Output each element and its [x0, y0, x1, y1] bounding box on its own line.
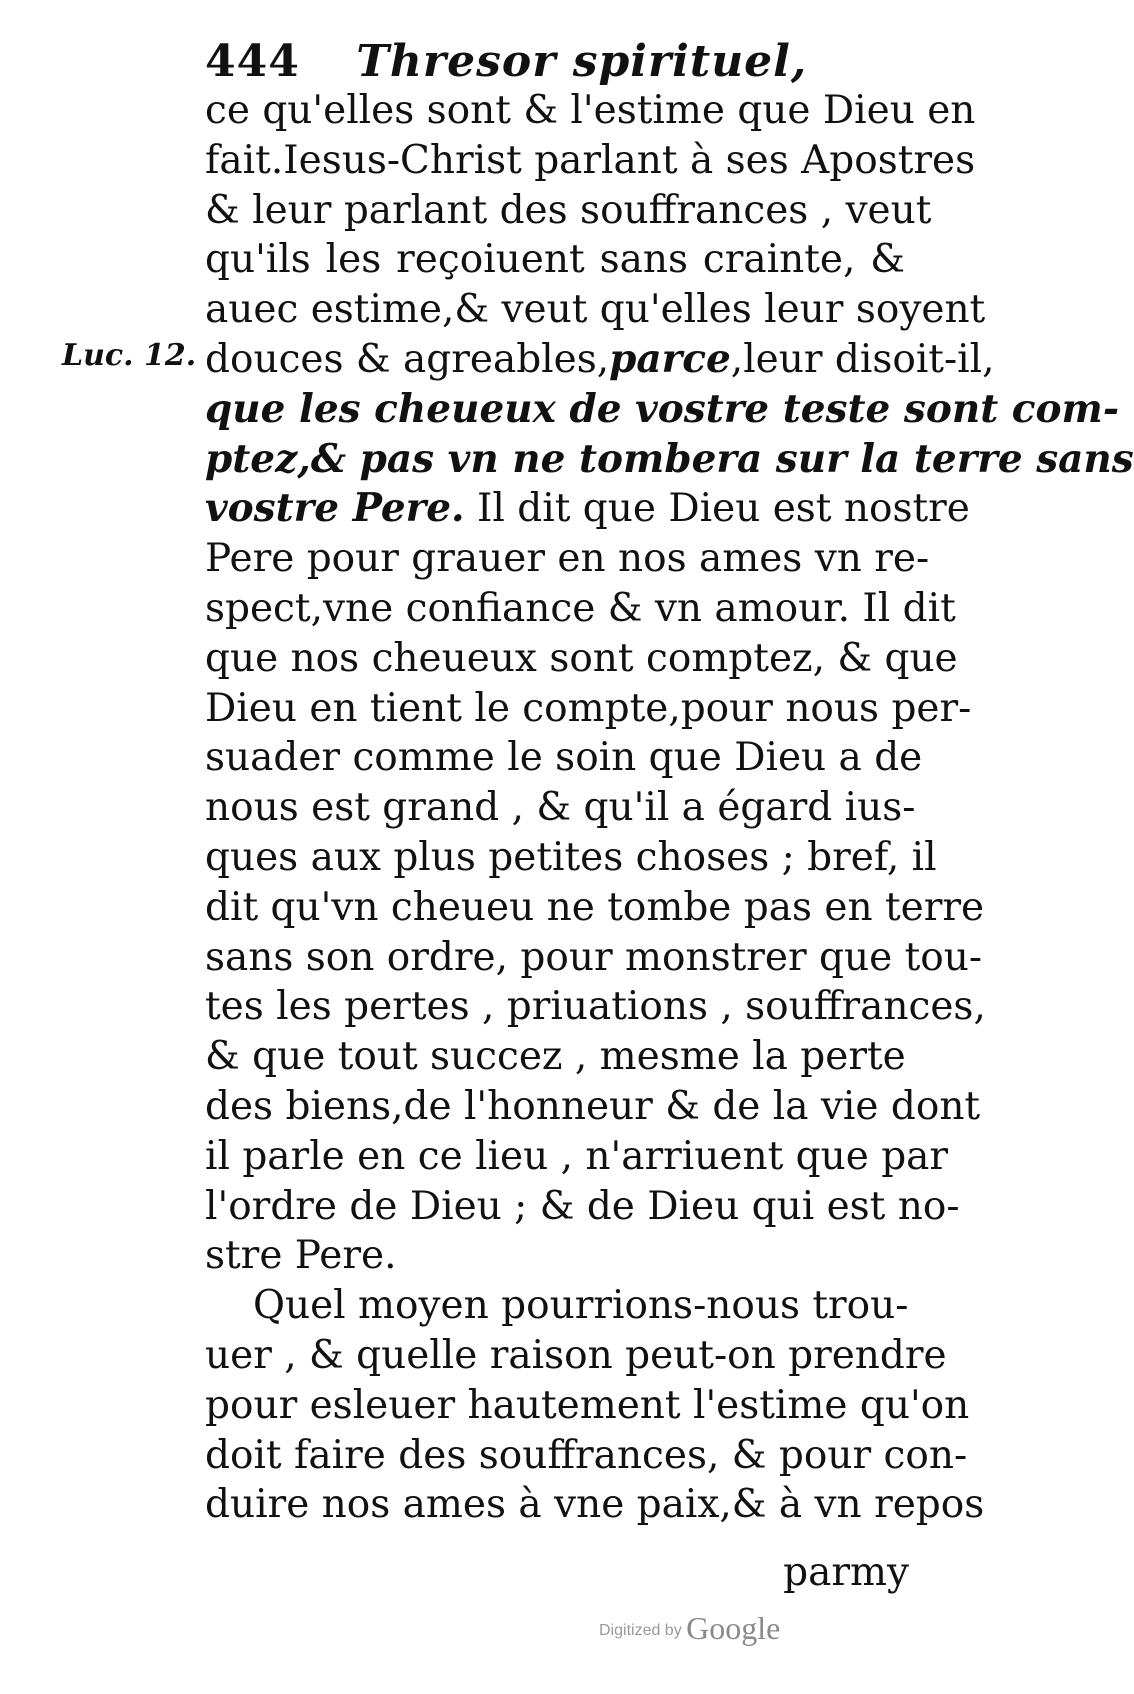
text-segment: fait.Iesus-Christ parlant à ses Apostres	[205, 137, 976, 183]
text-segment: & leur parlant des souffrances , veut	[205, 187, 932, 233]
text-segment: duire nos ames à vne paix,& à vn repos	[205, 1482, 985, 1528]
digitized-by-label: Digitized by	[599, 1622, 682, 1639]
text-line	[205, 883, 985, 933]
body-text	[205, 86, 1134, 1530]
catchword: parmy	[783, 1550, 909, 1595]
text-line	[205, 186, 932, 236]
text-line	[205, 1082, 981, 1132]
text-segment: des biens,de l'honneur & de la vie dont	[205, 1083, 981, 1129]
text-line	[205, 435, 1134, 485]
text-line	[205, 285, 986, 335]
text-line	[205, 1431, 968, 1481]
text-line	[205, 1331, 947, 1381]
running-title: Thresor spirituel,	[356, 36, 808, 87]
italic-segment: ptez,& pas vn ne tombera sur la terre sans	[205, 435, 1134, 482]
text-segment: Pere pour grauer en nos ames vn re-	[205, 536, 930, 582]
text-line	[205, 136, 976, 186]
text-segment: que nos cheueux sont comptez, & que	[205, 635, 958, 681]
text-segment: dit qu'vn cheueu ne tombe pas en terre	[205, 884, 985, 930]
google-logo: Google	[686, 1610, 781, 1646]
text-line	[205, 1132, 949, 1182]
text-segment: douces & agreables,	[205, 336, 610, 382]
text-segment: ce qu'elles sont & l'estime que Dieu en	[205, 88, 976, 133]
text-line	[205, 86, 976, 136]
text-segment: suader comme le soin que Dieu a de	[205, 735, 923, 781]
text-line	[205, 335, 995, 385]
text-segment: stre Pere.	[205, 1233, 397, 1279]
text-segment: Quel moyen pourrions-nous trou-	[253, 1283, 909, 1329]
text-line	[205, 534, 930, 584]
italic-segment: vostre Pere.	[205, 485, 465, 532]
text-line	[205, 1182, 960, 1232]
text-segment: auec estime,& veut qu'elles leur soyent	[205, 287, 986, 333]
text-segment: uer , & quelle raison peut-on prendre	[205, 1332, 947, 1378]
text-line	[205, 733, 923, 783]
text-segment: pour esleuer hautement l'estime qu'on	[205, 1382, 970, 1428]
text-line	[205, 783, 916, 833]
text-line	[205, 684, 972, 734]
text-line	[205, 1480, 985, 1530]
text-segment: l'ordre de Dieu ; & de Dieu qui est no-	[205, 1183, 960, 1229]
text-line	[205, 933, 983, 983]
text-line	[205, 235, 905, 285]
text-segment: tes les pertes , priuations , souffrances,	[205, 984, 986, 1030]
page-header	[205, 36, 807, 87]
text-segment: ques aux plus petites choses ; bref, il	[205, 834, 937, 880]
italic-segment: que les cheueux de vostre teste sont com-	[205, 385, 1120, 432]
text-line	[205, 1381, 970, 1431]
text-segment: qu'ils les reçoiuent sans crainte, &	[205, 237, 905, 283]
text-line	[205, 1281, 909, 1331]
text-segment: sans son ordre, pour monstrer que tou-	[205, 934, 983, 980]
page-number: 444	[205, 36, 300, 87]
text-segment: nous est grand , & qu'il a égard ius-	[205, 785, 916, 831]
text-line	[205, 584, 956, 634]
margin-note: Luc. 12.	[62, 338, 197, 373]
text-segment: & que tout succez , mesme la perte	[205, 1034, 906, 1080]
text-segment: spect,vne confiance & vn amour. Il dit	[205, 585, 956, 631]
text-segment: Il dit que Dieu est nostre	[464, 486, 970, 532]
text-line	[205, 1032, 905, 1082]
text-line	[205, 484, 970, 534]
text-segment: doit faire des souffrances, & pour con-	[205, 1432, 968, 1478]
text-line	[205, 833, 937, 883]
text-segment: Dieu en tient le compte,pour nous per-	[205, 685, 972, 731]
digitized-by-watermark	[599, 1610, 780, 1647]
text-segment: il parle en ce lieu , n'arriuent que par	[205, 1133, 949, 1179]
italic-segment: parce	[609, 335, 731, 382]
text-line	[205, 385, 1120, 435]
text-segment: ,leur disoit-il,	[730, 336, 995, 382]
text-line	[205, 634, 958, 684]
text-line	[205, 982, 986, 1032]
text-line	[205, 1231, 905, 1281]
